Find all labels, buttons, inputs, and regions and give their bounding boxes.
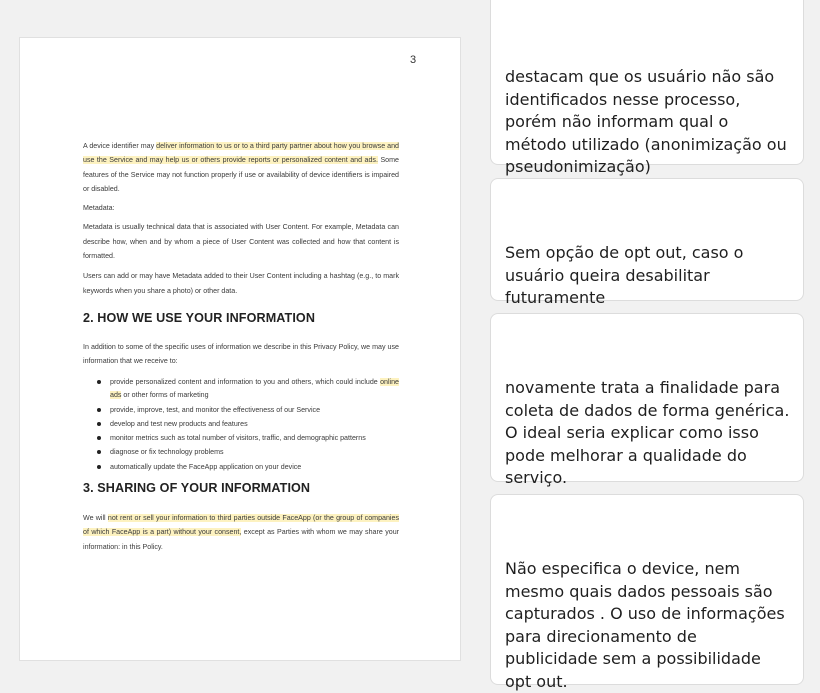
comment-card[interactable] <box>490 178 804 307</box>
section-heading-how-we-use: 2. HOW WE USE YOUR INFORMATION <box>83 310 316 325</box>
section-heading-sharing: 3. SHARING OF YOUR INFORMATION <box>83 481 311 496</box>
comment-card[interactable] <box>490 0 804 176</box>
text-span: except as Parties with whom we may share your information: in this Policy. <box>83 528 399 551</box>
metadata-paragraph: Metadata is usually technical data that is associated with User Content. For example, Metadata can describe how, when and by whom a piece of User Content was collected and how that content is formatted. <box>83 223 399 261</box>
comment-text: destacam que os usuário não são identificados nesse processo, porém não informam qual o método utilizado (anonimização ou pseudonimização) <box>505 67 787 176</box>
list-item <box>83 375 399 402</box>
device-identifier-paragraph <box>83 139 399 196</box>
list-item: monitor metrics such as total number of visitors, traffic, and demographic patterns <box>83 431 399 445</box>
highlighted-text[interactable]: online ads <box>110 377 399 399</box>
comment-text: novamente trata a finalidade para coleta de dados de forma genérica. O ideal seria explicar como isso pode melhorar a qualidade do serviço. <box>505 378 790 487</box>
list-item: provide, improve, test, and monitor the effectiveness of our Service <box>83 403 399 417</box>
sharing-paragraph <box>83 511 399 554</box>
highlighted-text[interactable]: not rent or sell your information to third parties outside FaceApp (or the group of companies of which FaceApp is a part) without your consent, <box>83 514 399 537</box>
text-span: or other forms of marketing <box>121 390 209 399</box>
text-span: Some features of the Service may not function properly if use or availability of device identifiers is impaired or disabled. <box>83 156 399 193</box>
text-span: provide personalized content and information to you and others, which could include <box>110 377 381 386</box>
document-page <box>19 37 461 661</box>
page-number: 3 <box>410 54 417 66</box>
text-span: A device identifier may <box>83 142 157 150</box>
comment-text: Não especifica o device, nem mesmo quais dados pessoais são capturados . O uso de informações para direcionamento de publicidade sem a possibilidade opt out. <box>505 559 785 691</box>
comment-card[interactable] <box>490 494 804 691</box>
text-span: We will <box>83 514 108 523</box>
list-item: diagnose or fix technology problems <box>83 445 399 459</box>
list-item: develop and test new products and features <box>83 417 399 431</box>
metadata-label: Metadata: <box>83 204 115 213</box>
comment-text: Sem opção de opt out, caso o usuário queira desabilitar futuramente <box>505 243 744 307</box>
comment-card[interactable] <box>490 313 804 487</box>
list-item: automatically update the FaceApp application on your device <box>83 460 399 474</box>
section-intro-paragraph: In addition to some of the specific uses of information we describe in this Privacy Policy, we may use information that we receive to: <box>83 342 399 366</box>
users-metadata-paragraph: Users can add or may have Metadata added to their User Content including a hashtag (e.g., to mark keywords when you share a photo) or other data. <box>83 272 399 295</box>
document-body <box>83 139 399 554</box>
uses-list <box>83 375 399 474</box>
highlighted-text[interactable]: deliver information to us or to a third party partner about how you browse and use the Service and may help us or others provide reports or personalized content and ads. <box>83 142 399 165</box>
